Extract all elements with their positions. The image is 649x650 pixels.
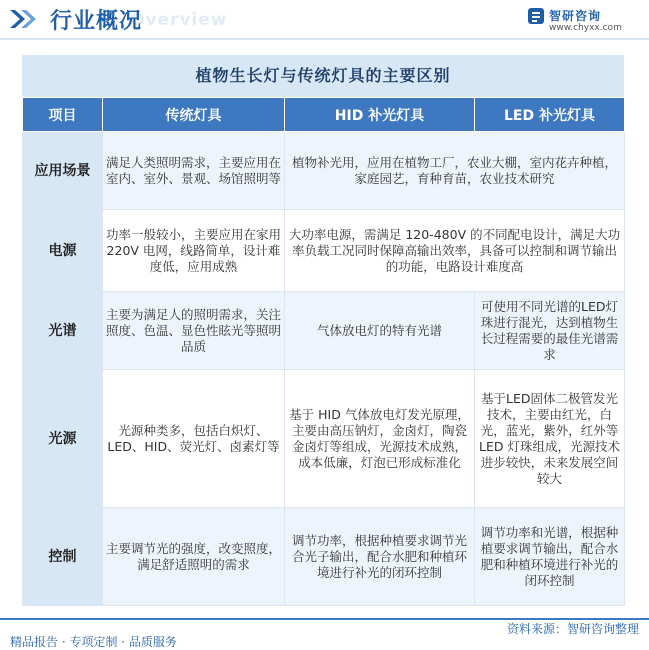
column-header: 传统灯具 — [103, 98, 285, 132]
table-cell: 调节功率，根据种植要求调节光合光子输出，配合水肥和种植环境进行补光的闭环控制 — [285, 508, 475, 606]
brand-logo-icon — [527, 7, 545, 25]
column-header: 项目 — [23, 98, 103, 132]
table-header-row — [23, 98, 625, 132]
header-overview: Overview — [130, 10, 228, 30]
table-cell: 大功率电源，需满足 120-480V 的不同配电设计，满足大功率负载工况同时保障高输出效率，具备可以控制和调节输出的功能，电路设计难度高 — [285, 210, 625, 292]
table-cell: 功率一般较小，主要应用在家用 220V 电网，线路简单，设计难度低，应用成熟 — [103, 210, 285, 292]
column-header: HID 补光灯具 — [285, 98, 475, 132]
table-cell: 光源种类多，包括白炽灯、LED、HID、荧光灯、卤素灯等 — [103, 370, 285, 508]
brand-url: www.chyxx.com — [549, 23, 622, 33]
page-title: 行业概况 — [50, 9, 143, 34]
page-header — [0, 0, 649, 40]
table-cell: 基于 HID 气体放电灯发光原理，主要由高压钠灯，金卤灯，陶瓷金卤灯等组成，光源技术成熟，成本低廉，灯泡已形成标准化 — [285, 370, 475, 508]
comparison-table — [22, 55, 624, 606]
table-cell: 基于LED固体二极管发光技术，主要由红光，白光，蓝光，紫外，红外等 LED 灯珠组成，光源技术进步较快，未来发展空间较大 — [475, 370, 625, 508]
row-label: 光源 — [23, 370, 103, 508]
column-header: LED 补光灯具 — [475, 98, 625, 132]
row-label: 电源 — [23, 210, 103, 292]
table-row — [23, 508, 625, 606]
row-label: 应用场景 — [23, 132, 103, 210]
table-row — [23, 370, 625, 508]
table-cell: 调节功率和光谱，根据种植要求调节输出，配合水肥和种植环境进行补光的闭环控制 — [475, 508, 625, 606]
table-cell: 可使用不同光谱的LED灯珠进行混光，达到植物生长过程需要的最佳光谱需求 — [475, 292, 625, 370]
table-cell: 植物补光用，应用在植物工厂，农业大棚，室内花卉种植，家庭园艺，育种育苗，农业技术研究 — [285, 132, 625, 210]
table-row — [23, 292, 625, 370]
table-cell: 气体放电灯的特有光谱 — [285, 292, 475, 370]
row-label: 光谱 — [23, 292, 103, 370]
source-note: 资料来源：智研咨询整理 — [506, 622, 639, 636]
table-title: 植物生长灯与传统灯具的主要区别 — [22, 55, 624, 97]
footer-slogan: 精品报告 · 专项定制 · 品质服务 — [10, 635, 177, 649]
chevron-icon — [8, 8, 38, 30]
table-cell: 满足人类照明需求，主要应用在室内、室外、景观、场馆照明等 — [103, 132, 285, 210]
table-cell: 主要为满足人的照明需求，关注照度、色温、显色性眩光等照明品质 — [103, 292, 285, 370]
row-label: 控制 — [23, 508, 103, 606]
table-cell: 主要调节光的强度，改变照度，满足舒适照明的需求 — [103, 508, 285, 606]
table-row — [23, 210, 625, 292]
brand — [527, 5, 637, 35]
brand-name: 智研咨询 — [549, 9, 602, 23]
header-divider — [0, 38, 649, 40]
table-row — [23, 132, 625, 210]
